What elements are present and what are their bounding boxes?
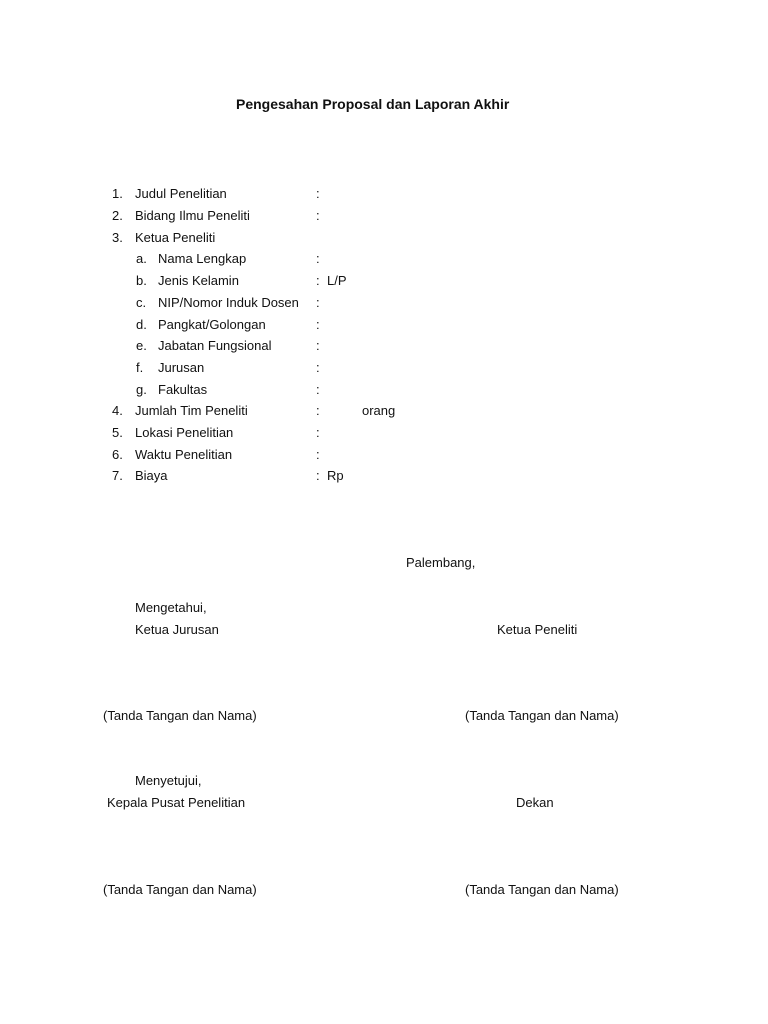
role-ketua-peneliti: Ketua Peneliti	[497, 622, 578, 637]
field-colon: :	[316, 338, 320, 353]
field-number: 6.	[112, 447, 123, 462]
field-number: 2.	[112, 208, 123, 223]
field-value-gender: L/P	[327, 273, 347, 288]
field-colon: :	[316, 425, 320, 440]
role-ketua-jurusan: Ketua Jurusan	[135, 622, 219, 637]
field-number: 5.	[112, 425, 123, 440]
subfield-label-nama: Nama Lengkap	[158, 251, 247, 266]
subfield-letter: c.	[136, 295, 147, 310]
field-colon: :	[316, 273, 320, 288]
role-kepala-pusat-penelitian: Kepala Pusat Penelitian	[107, 795, 246, 810]
field-number: 3.	[112, 230, 123, 245]
subfield-letter: b.	[136, 273, 147, 288]
field-value-rp: Rp	[327, 468, 344, 483]
field-colon: :	[316, 382, 320, 397]
field-label-jumlah-tim: Jumlah Tim Peneliti	[135, 403, 248, 418]
field-label-ketua: Ketua Peneliti	[135, 230, 216, 245]
signature-line-right: (Tanda Tangan dan Nama)	[465, 708, 619, 723]
field-label-lokasi: Lokasi Penelitian	[135, 425, 234, 440]
subfield-label-fakultas: Fakultas	[158, 382, 208, 397]
role-dekan: Dekan	[516, 795, 554, 810]
field-colon: :	[316, 317, 320, 332]
field-colon: :	[316, 468, 320, 483]
subfield-letter: e.	[136, 338, 147, 353]
field-label-waktu: Waktu Penelitian	[135, 447, 233, 462]
field-colon: :	[316, 447, 320, 462]
page-title: Pengesahan Proposal dan Laporan Akhir	[236, 96, 510, 112]
field-label-judul: Judul Penelitian	[135, 186, 227, 201]
signature-line-left: (Tanda Tangan dan Nama)	[103, 708, 257, 723]
approval-heading-mengetahui: Mengetahui,	[135, 600, 207, 615]
field-colon: :	[316, 208, 320, 223]
field-label-bidang: Bidang Ilmu Peneliti	[135, 208, 250, 223]
field-colon: :	[316, 403, 320, 418]
signature-line-right: (Tanda Tangan dan Nama)	[465, 882, 619, 897]
subfield-label-jenis-kelamin: Jenis Kelamin	[158, 273, 239, 288]
field-value-orang: orang	[362, 403, 396, 418]
field-number: 1.	[112, 186, 123, 201]
subfield-letter: a.	[136, 251, 147, 266]
subfield-label-jabatan: Jabatan Fungsional	[158, 338, 272, 353]
subfield-label-nip: NIP/Nomor Induk Dosen	[158, 295, 299, 310]
field-number: 4.	[112, 403, 123, 418]
signature-line-left: (Tanda Tangan dan Nama)	[103, 882, 257, 897]
subfield-letter: f.	[136, 360, 144, 375]
field-colon: :	[316, 186, 320, 201]
place-date-line: Palembang,	[406, 555, 476, 570]
field-label-biaya: Biaya	[135, 468, 168, 483]
approval-heading-menyetujui: Menyetujui,	[135, 773, 202, 788]
field-colon: :	[316, 295, 320, 310]
field-number: 7.	[112, 468, 123, 483]
field-colon: :	[316, 360, 320, 375]
subfield-letter: g.	[136, 382, 147, 397]
subfield-label-pangkat: Pangkat/Golongan	[158, 317, 266, 332]
subfield-label-jurusan: Jurusan	[158, 360, 205, 375]
subfield-letter: d.	[136, 317, 147, 332]
field-colon: :	[316, 251, 320, 266]
